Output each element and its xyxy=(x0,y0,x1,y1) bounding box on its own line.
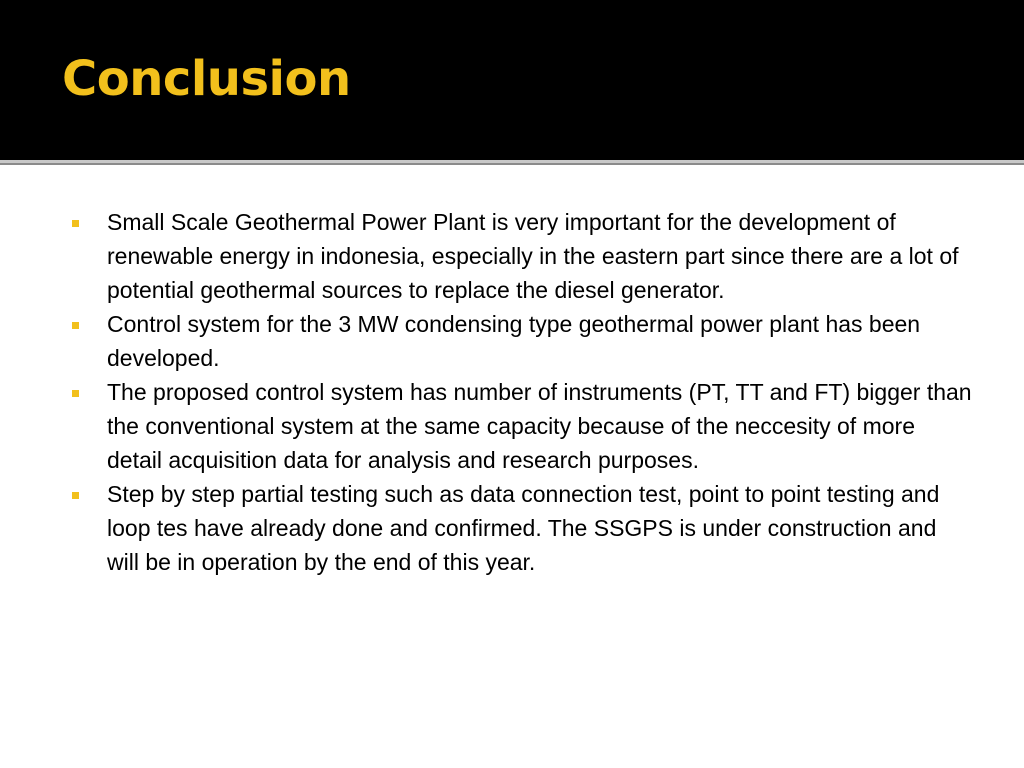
bullet-item xyxy=(72,205,972,307)
slide-title: Conclusion xyxy=(62,51,351,107)
bullet-item xyxy=(72,307,972,375)
bullet-text: Control system for the 3 MW condensing type geothermal power plant has been developed. xyxy=(107,311,921,371)
bullet-item xyxy=(72,477,972,579)
bullet-text: Step by step partial testing such as data connection test, point to point testing and loop tes have already done and confirmed. The SSGPS is under construction and will be in operation by the end of this year. xyxy=(107,481,940,575)
header-divider-shadow xyxy=(0,163,1024,165)
bullet-text: Small Scale Geothermal Power Plant is very important for the development of renewable energy in indonesia, especially in the eastern part since there are a lot of potential geothermal sources to replace the diesel generator. xyxy=(107,209,959,303)
square-bullet-icon xyxy=(72,492,79,499)
square-bullet-icon xyxy=(72,322,79,329)
bullet-list xyxy=(72,205,972,579)
bullet-text: The proposed control system has number of instruments (PT, TT and FT) bigger than the conventional system at the same capacity because of the neccesity of more detail acquisition data for analysis and research purposes. xyxy=(107,379,972,473)
bullet-item xyxy=(72,375,972,477)
square-bullet-icon xyxy=(72,220,79,227)
title-band xyxy=(0,0,1024,160)
square-bullet-icon xyxy=(72,390,79,397)
